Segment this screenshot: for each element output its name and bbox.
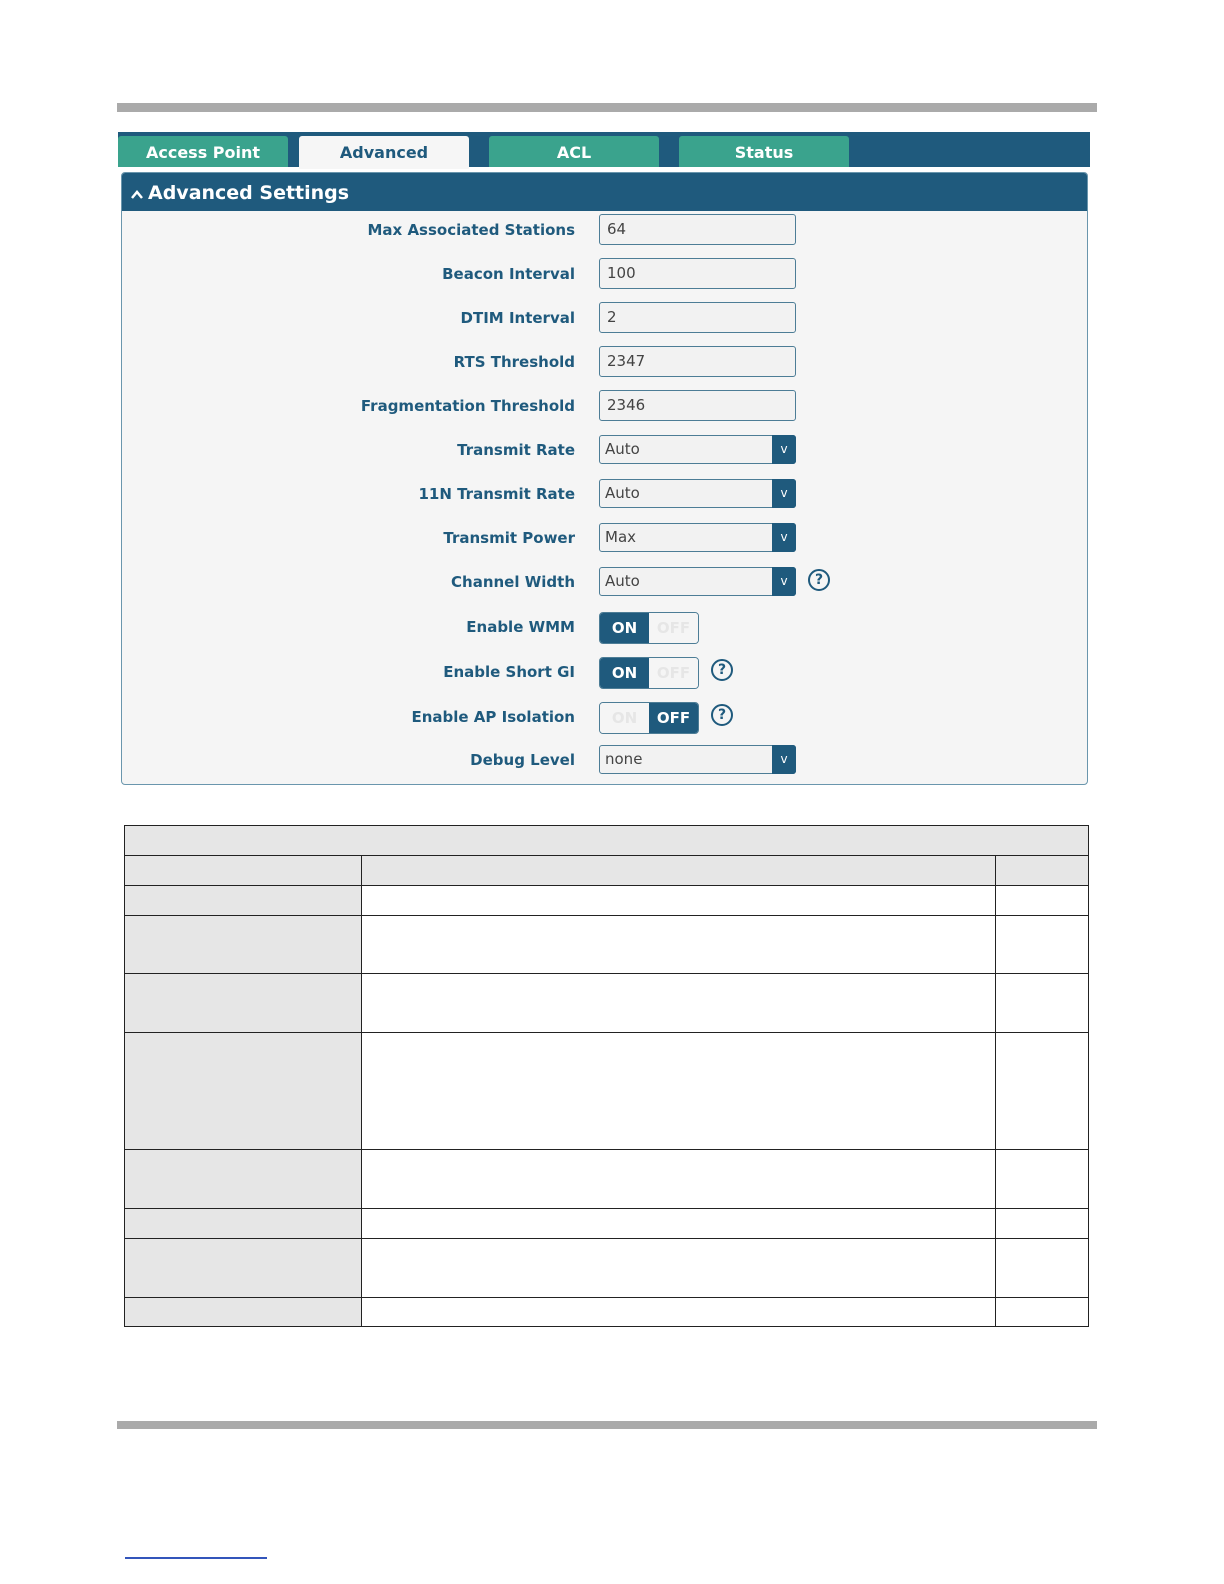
enable-short-gi-toggle[interactable]: [599, 657, 699, 689]
row-rts-threshold: [122, 346, 1087, 378]
help-icon[interactable]: ?: [711, 659, 733, 681]
row-transmit-rate: [122, 434, 1087, 466]
page-footer-rule: [117, 1421, 1097, 1429]
transmit-power-select[interactable]: [599, 523, 796, 552]
table-title-row: [125, 826, 1089, 856]
enable-ap-isolation-toggle[interactable]: [599, 702, 699, 734]
rts-threshold-label: RTS Threshold: [453, 353, 575, 371]
row-enable-wmm: [122, 611, 1087, 643]
enable-wmm-label: Enable WMM: [466, 618, 575, 636]
table-row: [125, 1209, 1089, 1239]
page-header-rule: [117, 103, 1097, 112]
channel-width-value: Auto: [605, 572, 640, 590]
dtim-interval-input[interactable]: 2: [599, 302, 796, 333]
table-header-row: [125, 856, 1089, 886]
panel-header[interactable]: [122, 173, 1087, 211]
parameters-table: [124, 825, 1089, 1327]
row-max-associated-stations: [122, 214, 1087, 246]
table-row: [125, 1150, 1089, 1209]
footer-link-underline[interactable]: [125, 1557, 267, 1559]
fragmentation-threshold-input[interactable]: 2346: [599, 390, 796, 421]
toggle-on-label: ON: [600, 703, 649, 733]
toggle-off-label: OFF: [649, 703, 698, 733]
row-fragmentation-threshold: [122, 390, 1087, 422]
max-associated-stations-input[interactable]: 64: [599, 214, 796, 245]
row-11n-transmit-rate: [122, 478, 1087, 510]
toggle-off-label: OFF: [649, 613, 698, 643]
table-row: [125, 1033, 1089, 1150]
debug-level-select[interactable]: [599, 745, 796, 774]
beacon-interval-label: Beacon Interval: [442, 265, 575, 283]
tab-access-point[interactable]: Access Point: [118, 136, 288, 167]
debug-level-label: Debug Level: [470, 751, 575, 769]
tab-acl[interactable]: ACL: [489, 136, 659, 167]
chevron-down-icon[interactable]: v: [772, 567, 796, 596]
enable-short-gi-label: Enable Short GI: [443, 663, 575, 681]
row-beacon-interval: [122, 258, 1087, 290]
transmit-power-label: Transmit Power: [443, 529, 575, 547]
advanced-settings-panel: [121, 172, 1088, 785]
11n-transmit-rate-value: Auto: [605, 484, 640, 502]
table-row: [125, 916, 1089, 974]
enable-wmm-toggle[interactable]: [599, 612, 699, 644]
table-row: [125, 974, 1089, 1033]
chevron-down-icon[interactable]: v: [772, 523, 796, 552]
max-associated-stations-label: Max Associated Stations: [367, 221, 575, 239]
table-row: [125, 1239, 1089, 1298]
help-icon[interactable]: ?: [808, 569, 830, 591]
enable-ap-isolation-label: Enable AP Isolation: [411, 708, 575, 726]
toggle-off-label: OFF: [649, 658, 698, 688]
11n-transmit-rate-select[interactable]: [599, 479, 796, 508]
chevron-down-icon[interactable]: v: [772, 745, 796, 774]
rts-threshold-input[interactable]: 2347: [599, 346, 796, 377]
table-row: [125, 1298, 1089, 1327]
11n-transmit-rate-label: 11N Transmit Rate: [418, 485, 575, 503]
chevron-down-icon[interactable]: v: [772, 435, 796, 464]
dtim-interval-label: DTIM Interval: [460, 309, 575, 327]
row-enable-short-gi: [122, 656, 1087, 688]
transmit-rate-label: Transmit Rate: [457, 441, 575, 459]
toggle-on-label: ON: [600, 658, 649, 688]
tab-status[interactable]: Status: [679, 136, 849, 167]
help-icon[interactable]: ?: [711, 704, 733, 726]
tab-advanced[interactable]: Advanced: [299, 136, 469, 169]
transmit-rate-value: Auto: [605, 440, 640, 458]
row-enable-ap-isolation: [122, 701, 1087, 733]
chevron-down-icon[interactable]: v: [772, 479, 796, 508]
row-debug-level: [122, 744, 1087, 776]
row-dtim-interval: [122, 302, 1087, 334]
row-transmit-power: [122, 522, 1087, 554]
transmit-rate-select[interactable]: [599, 435, 796, 464]
fragmentation-threshold-label: Fragmentation Threshold: [360, 397, 575, 415]
row-channel-width: [122, 566, 1087, 598]
channel-width-label: Channel Width: [451, 573, 575, 591]
tab-bar: [118, 132, 1090, 167]
chevron-up-icon: [130, 174, 144, 214]
panel-title: Advanced Settings: [148, 182, 350, 204]
channel-width-select[interactable]: [599, 567, 796, 596]
table-row: [125, 886, 1089, 916]
beacon-interval-input[interactable]: 100: [599, 258, 796, 289]
toggle-on-label: ON: [600, 613, 649, 643]
debug-level-value: none: [605, 750, 643, 768]
transmit-power-value: Max: [605, 528, 637, 546]
